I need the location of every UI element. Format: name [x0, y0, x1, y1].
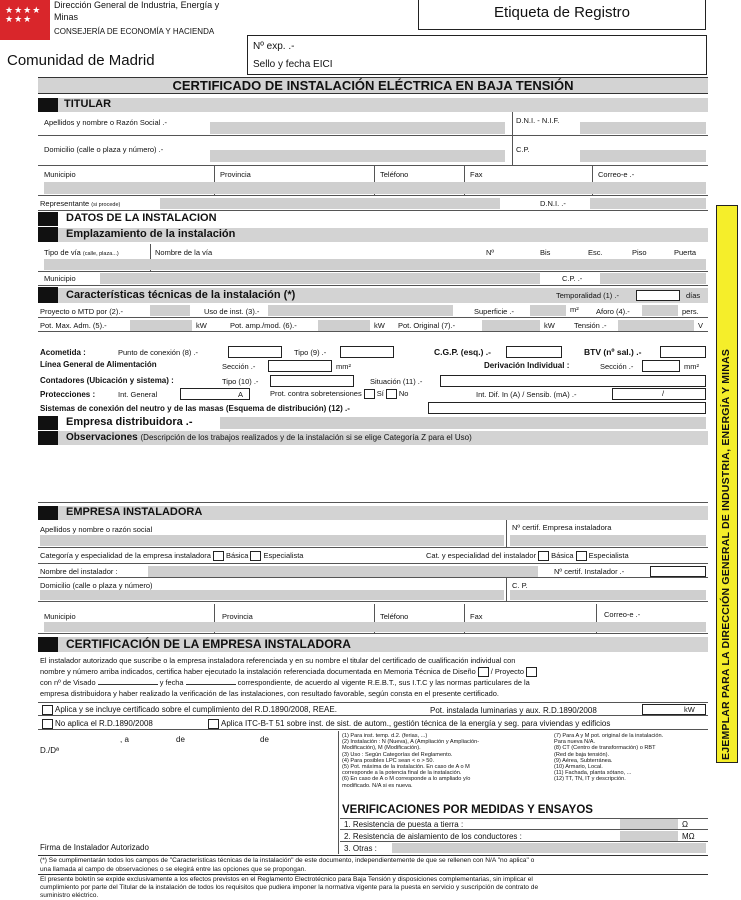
titular-cp-field[interactable]	[580, 150, 706, 162]
footer-rule	[38, 855, 708, 856]
titular-municipio-label: Municipio	[44, 170, 76, 179]
distribuidora-field[interactable]	[220, 417, 706, 429]
divider	[506, 520, 507, 548]
verif-1-field[interactable]	[620, 819, 678, 829]
situacion-field[interactable]	[440, 375, 706, 387]
signature-area[interactable]	[38, 755, 336, 841]
instaladora-heading: EMPRESA INSTALADORA	[66, 506, 203, 518]
verif-1-unit: Ω	[682, 820, 688, 829]
especialista-checkbox[interactable]	[250, 551, 261, 561]
especialista-text: Especialista	[263, 551, 304, 560]
seal-label: Sello y fecha EICI	[253, 59, 333, 70]
pot-lum-kw: kW	[684, 705, 695, 714]
note: (11) Fachada, planta sótano, ...	[554, 770, 632, 777]
seccion-field[interactable]	[268, 360, 332, 372]
cert-p2	[40, 667, 539, 677]
bis-label: Bis	[540, 248, 551, 257]
note: (9) Aérea, Subterránea.	[554, 757, 613, 764]
inst-cert-label: Nº certif. Empresa instaladora	[512, 523, 612, 532]
inst-municipio-label2: Municipio	[44, 612, 76, 621]
footer-rule	[38, 874, 708, 875]
noaplica-text: No aplica el R.D.1890/2008	[55, 719, 153, 729]
esc-label: Esc.	[588, 248, 603, 257]
footer-1: (*) Se cumplimentarán todos los campos de "Características técnicas de la instalación" de este documento, independientemente de que se rellenen con N/A "no aplica" o	[40, 857, 535, 864]
footer-2: una llamada al campo de observaciones o se elegirá entre las opciones que se propongan.	[40, 866, 307, 873]
note: (8) CT (Centro de transformación) o RBT	[554, 745, 656, 752]
titular-provincia-label: Provincia	[220, 170, 251, 179]
inst-cp-field[interactable]	[510, 590, 706, 600]
basica-inst-checkbox[interactable]	[538, 551, 549, 561]
sistemas-label: Sistemas de conexión del neutro y de las masas (Esquema de distribución) (12) .-	[40, 404, 350, 413]
aforo-label: Aforo (4).-	[596, 307, 630, 316]
observaciones-area[interactable]	[38, 445, 708, 503]
proyecto-checkbox[interactable]	[526, 667, 537, 677]
inst-cp-label: C.P. .-	[562, 274, 583, 283]
firma-label: Firma de Instalador Autorizado	[40, 843, 149, 852]
potamp-kw: kW	[374, 321, 385, 330]
region-name: Comunidad de Madrid	[7, 52, 155, 69]
inst-provincia-label: Provincia	[222, 612, 253, 621]
visado-text: con nº de Visado	[40, 678, 96, 687]
contadores-label: Contadores (Ubicación y sistema) :	[40, 376, 174, 385]
puerta-label: Puerta	[674, 248, 697, 257]
no-checkbox[interactable]	[386, 389, 397, 399]
titular-name-field[interactable]	[210, 122, 505, 134]
titular-name-label: Apellidos y nombre o Razón Social .-	[44, 118, 167, 127]
section-marker	[38, 637, 58, 652]
titular-telefono-label: Teléfono	[380, 170, 409, 179]
btv-field[interactable]	[660, 346, 706, 358]
tipo-via-small: (calle, plaza...)	[82, 251, 119, 257]
inst-address-label: Domicilio (calle o plaza y número)	[40, 581, 153, 590]
aplica-checkbox[interactable]	[42, 705, 53, 715]
si-text: Sí	[376, 389, 384, 398]
nombre-via-label: Nombre de la vía	[155, 248, 213, 257]
proyecto-label: Proyecto o MTD por (2).-	[40, 307, 123, 316]
lga-label: Línea General de Alimentación	[40, 360, 157, 369]
pot-lum-label: Pot. instalada luminarias y aux. R.D.1890/2008	[430, 706, 597, 715]
piso-label: Piso	[632, 248, 647, 257]
num-label: Nº	[486, 248, 495, 257]
btv-label: BTV (nº sal.) .-	[584, 347, 642, 357]
footer-4: cumplimiento por parte del Titular de la instalación de todos los requisitos que pudiera imponer la normativa vigente para la puesta en servicio y suscripción de contrato de	[40, 884, 539, 891]
titular-fax-label: Fax	[470, 170, 483, 179]
titular-address-field[interactable]	[210, 150, 505, 162]
section-marker	[38, 506, 58, 520]
si-checkbox[interactable]	[364, 389, 375, 399]
verif-1-label: 1. Resistencia de puesta a tierra :	[344, 820, 464, 829]
verif-3-label: 3. Otras :	[344, 844, 377, 853]
no-text: No	[398, 389, 409, 398]
note: corresponde a la potencia final de la instalación.	[342, 770, 462, 777]
pers-label: pers.	[682, 307, 699, 316]
situacion-label: Situación (11) .-	[370, 377, 423, 386]
footer-5: suministro eléctrico.	[40, 892, 99, 899]
cert-p1: El instalador autorizado que suscribe o la empresa instaladora referenciada y en su nombre el titular del certificado de cualificación individual con	[40, 656, 516, 665]
cat-inst-text: Cat. y especialidad del instalador	[426, 551, 537, 560]
obs-desc: (Descripción de los trabajos realizados y de la instalación si se elige Categoría Z para el Uso)	[140, 433, 472, 442]
tension-label: Tensión .-	[574, 321, 607, 330]
inst-cert-field[interactable]	[510, 535, 706, 546]
protsobre-label	[270, 389, 408, 399]
section-marker	[38, 431, 58, 445]
superficie-field[interactable]	[530, 305, 566, 316]
section-marker	[38, 212, 58, 226]
tipo10-label: Tipo (10) .-	[222, 377, 259, 386]
inst-municipio-field[interactable]	[100, 273, 540, 284]
titular-contact-field[interactable]	[44, 182, 706, 194]
verif-3-field[interactable]	[392, 843, 706, 853]
inst-name-field[interactable]	[40, 535, 504, 546]
date-de-1: de	[176, 735, 185, 744]
titular-correo-label: Correo-e .-	[598, 170, 635, 179]
aplica-label	[40, 705, 337, 715]
aforo-field[interactable]	[642, 305, 678, 316]
notes-left	[342, 733, 552, 789]
note: (7) Para A y M pot. original de la instalación.	[554, 733, 664, 739]
fecha-text: y fecha	[159, 678, 184, 687]
fecha-field[interactable]	[186, 684, 236, 685]
cert-inst-field[interactable]	[650, 566, 706, 577]
potorig-field[interactable]	[482, 320, 540, 331]
note: (12) TT, TN, IT y descripción.	[554, 776, 626, 783]
pot-lum-field[interactable]	[642, 704, 706, 715]
inst-name-label: Apellidos y nombre o razón social	[40, 525, 153, 534]
potmax-label: Pot. Max. Adm. (5).-	[40, 321, 107, 330]
org-line-2: Minas	[54, 12, 79, 22]
punto-label: Punto de conexión (8) .-	[118, 348, 199, 357]
date-a: , a	[120, 735, 129, 744]
verif-title: VERIFICACIONES POR MEDIDAS Y ENSAYOS	[342, 804, 593, 816]
page-title: CERTIFICADO DE INSTALACIÓN ELÉCTRICA EN BAJA TENSIÓN	[172, 78, 574, 93]
basica-text: Básica	[225, 551, 249, 560]
note: (10) Armario, Local.	[554, 764, 603, 771]
org-line-3: CONSEJERÍA DE ECONOMÍA Y HACIENDA	[54, 27, 215, 36]
seccion-mm2: mm²	[336, 362, 351, 371]
note: (2) Instalación : N (Nueva), A (Ampliación y Ampliación-	[342, 739, 480, 746]
exp-label: Nº exp. .-	[253, 41, 295, 52]
visado-field[interactable]	[98, 684, 158, 685]
superficie-label: Superficie .-	[474, 307, 515, 316]
seccion2-mm2: mm²	[684, 362, 699, 371]
noaplica-label	[40, 719, 153, 729]
caract-heading: Características técnicas de la instalación (*)	[66, 289, 296, 301]
seccion2-label: Sección .-	[600, 362, 634, 371]
temporalidad-field[interactable]	[636, 290, 680, 301]
titular-rep-label	[40, 199, 120, 208]
inst-address-field[interactable]	[40, 590, 504, 600]
proyecto-field[interactable]	[150, 305, 190, 316]
madrid-logo	[0, 0, 50, 40]
section-marker	[38, 98, 58, 112]
protsobre-text: Prot. contra sobretensiones	[270, 389, 362, 398]
divider	[338, 731, 339, 854]
section-marker	[38, 227, 58, 242]
noaplica-checkbox[interactable]	[42, 719, 53, 729]
inst-correo-label: Correo-e .-	[604, 610, 641, 619]
protecciones-label: Protecciones :	[40, 390, 96, 399]
uso-field[interactable]	[268, 305, 453, 316]
cert-inst-label: Nº certif. Instalador .-	[554, 567, 625, 576]
section-marker	[38, 416, 58, 430]
aplica-text: Aplica y se incluye certificado sobre el cumplimiento del R.D.1890/2008, REAE.	[55, 705, 337, 715]
temporalidad-label: Temporalidad (1) .-	[556, 291, 619, 300]
m2-label: m²	[570, 305, 579, 314]
nombre-inst-label: Nombre del instalador :	[40, 567, 118, 576]
dias-label: días	[686, 291, 701, 300]
titular-rep-field[interactable]	[160, 198, 500, 209]
instalacion-heading: DATOS DE LA INSTALACION	[66, 212, 217, 224]
footer-3: El presente boletín se expide exclusivamente a los efectos previstos en el Reglamento Electrotécnico para Baja Tensión y disposiciones complementarias, sin implicar el	[40, 876, 533, 883]
note: Modificación), M (Modificación).	[342, 745, 421, 752]
proyecto-text: / Proyecto	[490, 667, 525, 676]
titular-dni-label: D.N.I. - N.I.F.	[516, 116, 560, 125]
nombre-inst-field[interactable]	[148, 566, 538, 577]
divider	[506, 578, 507, 602]
note: Para nueva N/A.	[554, 739, 596, 746]
itc-checkbox[interactable]	[208, 719, 219, 729]
itc-text: Aplica ITC-B-T 51 sobre inst. de sist. de autom., gestión técnica de la energía y seg. para viviendas y edificios	[221, 719, 611, 729]
seccion2-field[interactable]	[642, 360, 680, 372]
verif-2-unit: MΩ	[682, 832, 695, 841]
basica-checkbox[interactable]	[213, 551, 224, 561]
date-de-2: de	[260, 735, 269, 744]
potmax-field[interactable]	[130, 320, 192, 331]
intdif-slash: /	[662, 389, 665, 398]
deriv-label: Derivación Individual :	[484, 361, 570, 370]
rep-small: (si procede)	[91, 202, 121, 208]
tipo9-label: Tipo (9) .-	[294, 348, 327, 357]
via-field[interactable]	[44, 259, 706, 270]
obs-title	[66, 432, 472, 443]
cat-text: Categoría y especialidad de la empresa instaladora	[40, 551, 211, 560]
note: modificado. N/A si es nueva.	[342, 782, 413, 789]
inst-cp-field[interactable]	[600, 273, 706, 284]
dd-label: D./Dª	[40, 746, 59, 755]
especialista-inst-checkbox[interactable]	[576, 551, 587, 561]
section-marker	[38, 287, 58, 303]
cert-p2-text: nombre y número arriba indicados, certifica haber ejecutado la instalación referenciada documentada en Memoria Técnica de Diseño	[40, 667, 476, 676]
inst-telefono-label: Teléfono	[380, 612, 409, 621]
titular-bar	[58, 98, 708, 112]
note: (Red de baja tensión).	[554, 751, 610, 758]
tension-v: V	[698, 321, 704, 330]
note: (1) Para inst. temp. d.2. (ferias, ...)	[342, 733, 428, 739]
especialista-inst-text: Especialista	[588, 551, 629, 560]
star-icon: ★★★★ ★★★	[5, 5, 42, 24]
intgen-label: Int. General	[118, 390, 158, 399]
cat-inst-label	[426, 551, 629, 561]
potamp-label: Pot. amp./mod. (6).-	[230, 321, 297, 330]
cert-p4: empresa distribuidora y haber realizado la verificación de las instalaciones, con resultado favorable, según consta en el presente certificado.	[40, 689, 499, 698]
tipo-via-label	[44, 248, 119, 257]
org-line-1: Dirección General de Industria, Energía y	[54, 0, 220, 10]
obs-title-text: Observaciones	[66, 432, 138, 443]
cert-p3c-text: correspondiente, de acuerdo al vigente R.E.B.T., sus I.T.C y las normas particulares de la	[237, 678, 530, 687]
intdif-label: Int. Dif. In (A) / Sensib. (mA) .-	[476, 390, 577, 399]
verif-2-label: 2. Resistencia de aislamiento de los conductores :	[344, 832, 522, 841]
intgen-a: A	[238, 390, 244, 399]
tipo-via-text: Tipo de vía	[44, 248, 81, 257]
side-label-strip: EJEMPLAR PARA LA DIRECCIÓN GENERAL DE INDUSTRIA, ENERGÍA Y MINAS	[716, 205, 738, 763]
titular-dni-field[interactable]	[580, 122, 706, 134]
inst-cp-label: C. P.	[512, 581, 528, 590]
titular-rep-dni-field[interactable]	[590, 198, 706, 209]
inst-fax-label: Fax	[470, 612, 483, 621]
titular-heading: TITULAR	[64, 98, 112, 110]
cgp-label: C.G.P. (esq.) .-	[434, 347, 491, 357]
titular-address-label: Domicilio (calle o plaza y número) .-	[44, 145, 164, 154]
potamp-field[interactable]	[318, 320, 370, 331]
titular-rep-dni-label: D.N.I. .-	[540, 199, 566, 208]
memoria-checkbox[interactable]	[478, 667, 489, 677]
cert-heading: CERTIFICACIÓN DE LA EMPRESA INSTALADORA	[66, 637, 351, 651]
distribuidora-heading: Empresa distribuidora .-	[66, 416, 193, 428]
uso-label: Uso de inst. (3).-	[204, 307, 260, 316]
potorig-kw: kW	[544, 321, 555, 330]
potorig-label: Pot. Original (7).-	[398, 321, 456, 330]
potmax-kw: kW	[196, 321, 207, 330]
label-box	[418, 0, 706, 30]
sistemas-field[interactable]	[428, 402, 706, 414]
tipo9-field[interactable]	[340, 346, 394, 358]
cgp-field[interactable]	[506, 346, 562, 358]
basica-inst-text: Básica	[551, 551, 574, 560]
note: (3) Uso : Según Categorías del Reglamento.	[342, 751, 453, 758]
tipo10-field[interactable]	[270, 375, 354, 387]
verif-2-field[interactable]	[620, 831, 678, 841]
note: (5) Pot. máxima de la instalación. En caso de A o M	[342, 764, 470, 771]
divider	[512, 136, 513, 166]
emplaz-heading: Emplazamiento de la instalación	[66, 228, 236, 240]
label-box-text: Etiqueta de Registro	[494, 4, 630, 21]
note: (4) Para posibles LPC sean < o > 50.	[342, 757, 435, 764]
note: (6) En caso de A o M corresponde a lo ampliado y/o	[342, 776, 471, 783]
seccion-label: Sección .-	[222, 362, 256, 371]
cert-p3	[40, 678, 530, 687]
rep-text: Representante	[40, 199, 90, 208]
cat-label	[40, 551, 303, 561]
itc-label	[206, 719, 610, 729]
divider	[512, 112, 513, 136]
inst-contact-field[interactable]	[44, 622, 706, 632]
inst-municipio-label: Municipio	[44, 274, 76, 283]
titular-cp-label: C.P.	[516, 145, 530, 154]
punto-field[interactable]	[228, 346, 282, 358]
intdif-field[interactable]	[612, 388, 706, 400]
acometida-label: Acometida :	[40, 348, 86, 357]
tension-field[interactable]	[618, 320, 694, 331]
notes-right	[554, 733, 708, 783]
